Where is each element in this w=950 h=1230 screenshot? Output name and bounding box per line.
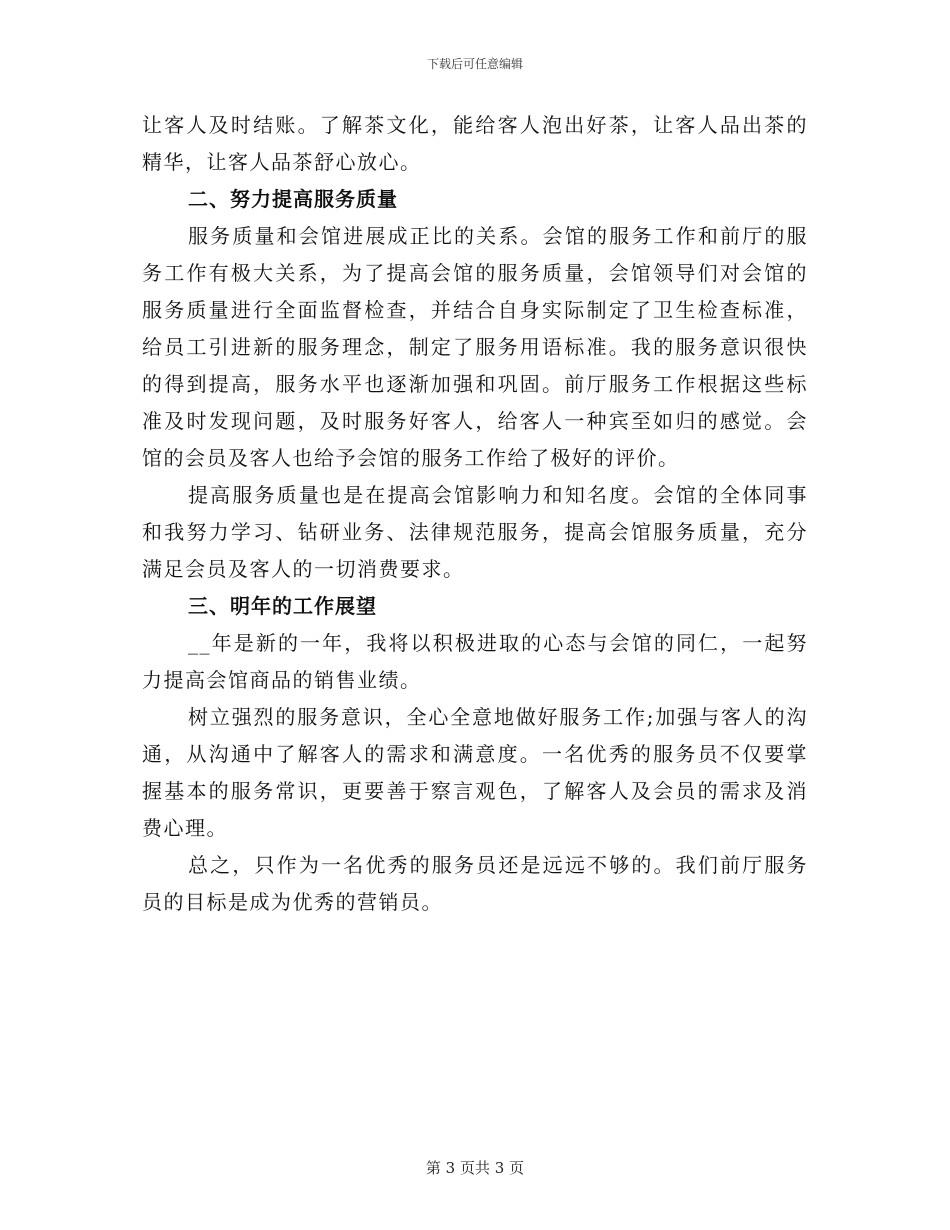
page-header: 下载后可任意编辑 <box>426 57 523 71</box>
page-number: 第 3 页共 3 页 <box>425 1159 525 1177</box>
paragraph-influence: 提高服务质量也是在提高会馆影响力和知名度。会馆的全体同事和我努力学习、钻研业务、法律规范服务，提高会馆服务质量，充分满足会员及客人的一切消费要求。 <box>142 483 808 581</box>
paragraph-conclusion: 总之，只作为一名优秀的服务员还是远远不够的。我们前厅服务员的目标是成为优秀的营销员。 <box>142 853 808 914</box>
paragraph-service-awareness: 树立强烈的服务意识，全心全意地做好服务工作;加强与客人的沟通，从沟通中了解客人的需求和满意度。一名优秀的服务员不仅要掌握基本的服务常识，更要善于察言观色，了解客人及会员的需求及消费心理。 <box>142 705 808 840</box>
section-heading-2: 二、努力提高服务质量 <box>188 187 398 211</box>
section-heading-3: 三、明年的工作展望 <box>188 594 377 618</box>
paragraph-continued: 让客人及时结账。了解茶文化，能给客人泡出好茶，让客人品出茶的精华，让客人品茶舒心放心。 <box>142 113 808 174</box>
document-body <box>142 107 808 921</box>
paragraph-service-quality: 服务质量和会馆进展成正比的关系。会馆的服务工作和前厅的服务工作有极大关系，为了提高会馆的服务质量，会馆领导们对会馆的服务质量进行全面监督检查，并结合自身实际制定了卫生检查标准，给员工引进新的服务理念，制定了服务用语标准。我的服务意识很快的得到提高，服务水平也逐渐加强和巩固。前厅服务工作根据这些标准及时发现问题，及时服务好客人，给客人一种宾至如归的感觉。会馆的会员及客人也给予会馆的服务工作给了极好的评价。 <box>142 224 808 470</box>
paragraph-new-year: __年是新的一年，我将以积极进取的心态与会馆的同仁，一起努力提高会馆商品的销售业绩。 <box>142 631 808 692</box>
